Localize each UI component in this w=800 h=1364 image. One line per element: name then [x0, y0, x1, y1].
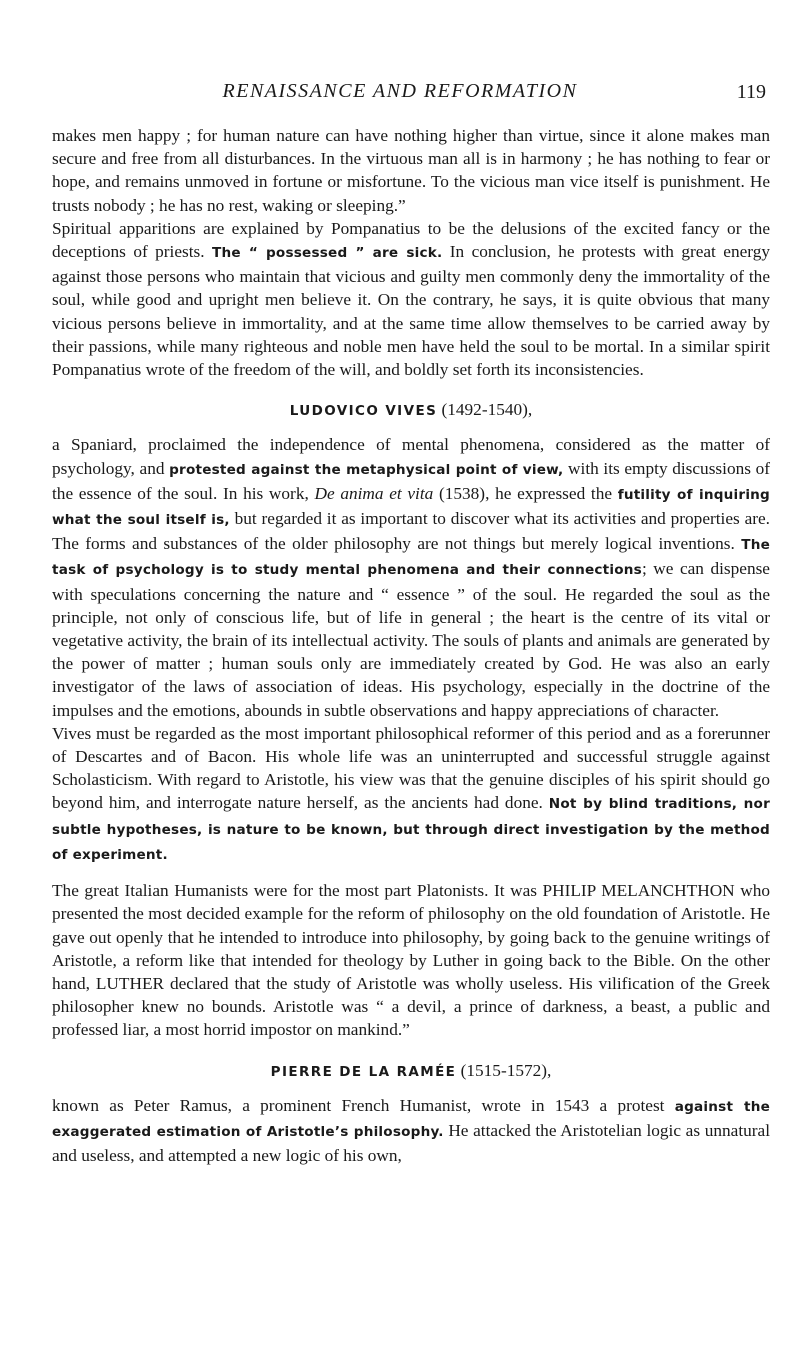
heading-name: PIERRE DE LA RAMÉE — [270, 1063, 457, 1080]
paragraph-humanists: The great Italian Humanists were for the most part Platonists. It was PHILIP MELANCHTHON who presented the most decided example for the reform of philosophy on the old foundation of Aristotle. He gave out openly that he intended to introduce into philosophy, by going back to the genuine writings of Aristotle, a reform like that intended for theology by Luther in going back to the Bible. On the other hand, LUTHER declared that the study of Aristotle was wholly useless. His vilification of the Greek philosopher knew no bounds. Aristotle was “ a devil, a prince of darkness, a beast, a public and professed liar, a most horrid impostor on mankind.” — [52, 881, 770, 1040]
text-span: a Spaniard, proclaimed the independence of mental phenomena, considered as the matter of psychology, and — [52, 435, 770, 478]
heading-name: LUDOVICO VIVES — [289, 403, 438, 420]
text-span: In conclusion, he protests with great energy against those persons who maintain that vicious and guilty men commonly deny the immortality of the soul, while good and upright men believe it. On the contrary, he says, it is quite obvious that many vicious persons believe in immortality, and at the same time allow themselves to be carried away by their passions, while many righteous and noble men have held the soul to be mortal. In a similar spirit Pompanatius wrote of the freedom of the will, and boldly set forth its inconsistencies. — [52, 242, 770, 380]
text-span: but regarded it as important to discover what its activities and properties are. The forms and substances of the older philosophy are not things but merely logical inventions. — [52, 509, 770, 554]
page-header — [0, 80, 800, 110]
paragraph-gap — [52, 867, 770, 879]
emphasis-futility: futility of inquiring what the soul itself is, — [52, 486, 770, 529]
heading-dates: (1492-1540), — [437, 400, 533, 420]
section-heading-vives — [52, 398, 770, 423]
running-title: RENAISSANCE AND REFORMATION — [222, 80, 578, 102]
heading-dates: (1515-1572), — [456, 1060, 552, 1080]
emphasis-traditions: Not by blind traditions, nor subtle hypotheses, is nature to be known, but through direct investigation by the method of experiment. — [52, 796, 770, 863]
page-number: 119 — [736, 81, 766, 103]
emphasis-exaggerated: against the exaggerated estimation of Aristotle’s philosophy. — [52, 1098, 770, 1140]
text-span: He attacked the Aristotelian logic as unnatural and useless, and attempted a new logic of his own, — [52, 1120, 770, 1166]
book-title: De anima et vita — [314, 483, 434, 503]
paragraph-vives-reformer — [52, 722, 770, 867]
paragraph-ramus — [52, 1094, 770, 1168]
text-span: ; we can dispense with speculations concerning the nature and “ essence ” of the soul. He regarded the soul as the principle, not only of conscious life, but of life in general ; the heart is the centre of its vital or vegetative activity, the brain of its intellectual activity. The souls of plants and animals are generated by the power of matter ; human souls only are immediately created by God. He was also an early investigator of the laws of association of ideas. His psychology, especially in the doctrine of the impulses and the emotions, abounds in subtle observations and happy appreciations of character. — [52, 559, 770, 720]
paragraph-quote-end: makes men happy ; for human nature can have nothing higher than virtue, since it alone makes man secure and free from all disturbances. In the virtuous man all is in harmony ; he has nothing to fear or hope, and remains unmoved in fortune or misfortune. To the vicious man vice itself is punishment. He trusts nobody ; he has no rest, waking or sleeping.” — [52, 126, 770, 215]
text-span: (1538), he expressed the — [433, 483, 618, 503]
emphasis-task: The task of psychology is to study mental phenomena and their connections — [52, 537, 770, 579]
page-body — [52, 124, 770, 1167]
text-span: known as Peter Ramus, a prominent French Humanist, wrote in 1543 a protest — [52, 1095, 675, 1115]
emphasis-possessed: The “ possessed ” are sick. — [212, 245, 443, 262]
paragraph-apparitions — [52, 217, 770, 381]
section-heading-ramee — [52, 1059, 770, 1084]
text-span: Spiritual apparitions are explained by Pompanatius to be the delusions of the excited fancy or the deceptions of priests. — [52, 218, 770, 262]
text-span: Vives must be regarded as the most important philosophical reformer of this period and as a forerunner of Descartes and of Bacon. His whole life was an uninterrupted and successful struggle against Scholasticism. With regard to Aristotle, his view was that the genuine disciples of his spirit should go beyond him, and interrogate nature herself, as the ancients had done. — [52, 723, 770, 813]
emphasis-protested: protested against the metaphysical point of view, — [169, 461, 564, 478]
text-span: with its empty discussions of the essence of the soul. In his work, — [52, 458, 770, 503]
paragraph-vives — [52, 433, 770, 721]
